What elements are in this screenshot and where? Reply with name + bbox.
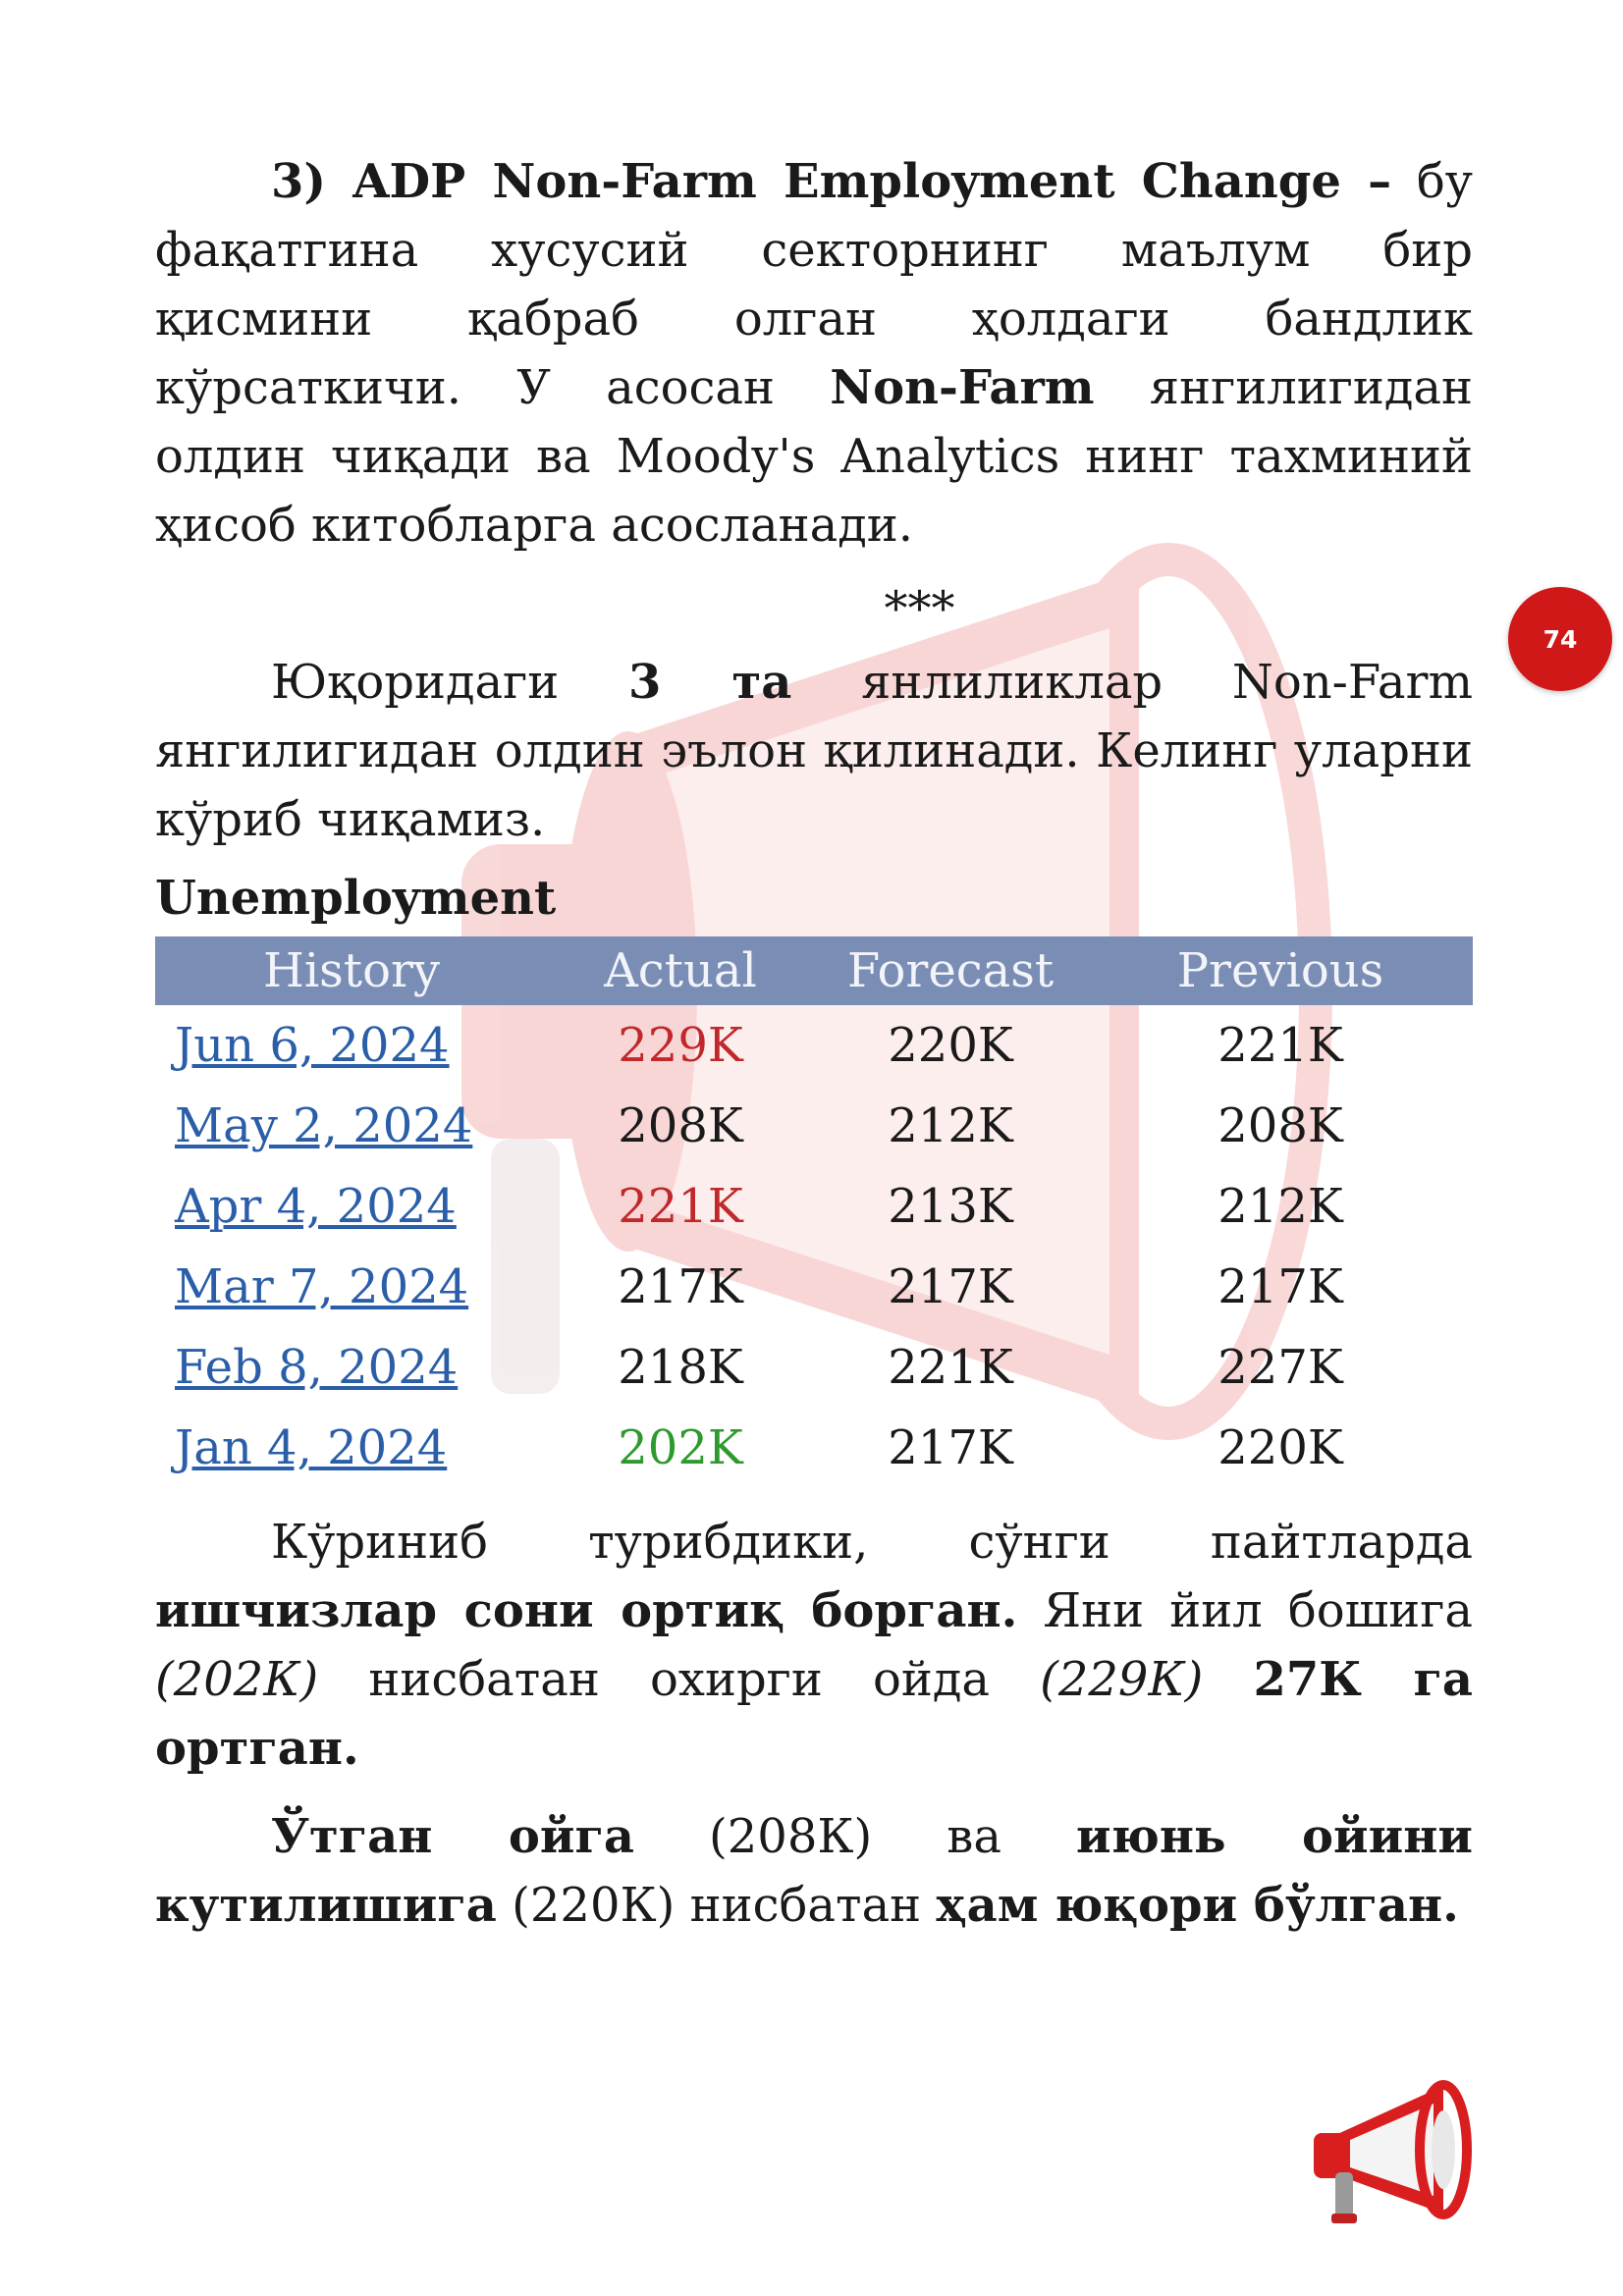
page-content xyxy=(155,147,1473,1940)
adp-bold-nonfarm: Non-Farm xyxy=(830,360,1095,415)
previous-cell: 217K xyxy=(1217,1259,1343,1314)
conclusion2-text-2: (220К) нисбатан xyxy=(496,1878,937,1933)
table-row xyxy=(155,1408,1473,1488)
actual-cell: 217K xyxy=(618,1259,743,1314)
conclusion-italic-2: (229К) xyxy=(1040,1652,1204,1707)
conclusion-text-4 xyxy=(1203,1652,1253,1707)
adp-heading: 3) ADP Non-Farm Employment Change – xyxy=(271,154,1392,209)
forecast-cell: 213K xyxy=(888,1179,1013,1234)
actual-cell: 229K xyxy=(618,1018,743,1073)
history-cell xyxy=(155,1247,548,1327)
megaphone-icon xyxy=(1296,2066,1492,2243)
history-cell xyxy=(155,1408,548,1488)
previous-cell: 208K xyxy=(1217,1098,1343,1153)
summary-text-2: янлиликлар Non-Farm янгилигидан олдин эълон қилинади. Келинг уларни кўриб чиқамиз. xyxy=(155,655,1474,847)
conclusion-paragraph-2 xyxy=(155,1802,1473,1940)
table-header-row xyxy=(155,936,1473,1005)
actual-cell: 218K xyxy=(618,1340,743,1395)
history-cell xyxy=(155,1166,548,1247)
table-row xyxy=(155,1247,1473,1327)
conclusion-bold-2: 27К га ортган. xyxy=(155,1652,1474,1776)
conclusion2-bold-1: Ўтган ойга xyxy=(271,1809,634,1864)
conclusion-bold-1: ишчизлар сони ортиқ борган. xyxy=(155,1583,1018,1638)
header-previous: Previous xyxy=(1088,936,1473,1005)
history-cell xyxy=(155,1086,548,1166)
intro-paragraph-summary xyxy=(155,648,1473,854)
date-link[interactable]: Mar 7, 2024 xyxy=(175,1259,469,1314)
actual-cell: 208K xyxy=(618,1098,743,1153)
summary-text-1: Юқоридаги xyxy=(271,655,628,710)
forecast-cell: 212K xyxy=(888,1098,1013,1153)
actual-cell: 202K xyxy=(618,1420,743,1475)
previous-cell: 227K xyxy=(1217,1340,1343,1395)
conclusion-text-3: нисбатан охирги ойда xyxy=(318,1652,1041,1707)
conclusion2-bold-3: ҳам юқори бўлган. xyxy=(936,1878,1459,1933)
previous-cell: 221K xyxy=(1217,1018,1343,1073)
header-forecast: Forecast xyxy=(813,936,1088,1005)
conclusion-paragraph-1 xyxy=(155,1508,1473,1783)
summary-bold: 3 та xyxy=(628,655,792,710)
history-cell xyxy=(155,1005,548,1086)
forecast-cell: 217K xyxy=(888,1259,1013,1314)
conclusion-text-1: Кўриниб турибдики, сўнги пайтларда xyxy=(271,1515,1473,1570)
intro-paragraph-adp xyxy=(155,147,1473,560)
conclusion2-text-1: (208К) ва xyxy=(633,1809,1076,1864)
table-row xyxy=(155,1166,1473,1247)
page-number-badge xyxy=(1508,587,1612,691)
table-row xyxy=(155,1086,1473,1166)
forecast-cell: 221K xyxy=(888,1340,1013,1395)
date-link[interactable]: Apr 4, 2024 xyxy=(175,1179,457,1234)
previous-cell: 212K xyxy=(1217,1179,1343,1234)
page-number: 74 xyxy=(1542,624,1578,654)
header-actual: Actual xyxy=(548,936,813,1005)
adp-text-1: бу фақатгина хусусий секторнинг маълум бир қисмини қабраб олган ҳолдаги бандлик кўрсаткичи. У асосан xyxy=(155,154,1473,415)
table-row xyxy=(155,1005,1473,1086)
date-link[interactable]: May 2, 2024 xyxy=(175,1098,473,1153)
history-cell xyxy=(155,1327,548,1408)
header-history: History xyxy=(155,936,548,1005)
adp-text-2: янгилигидан олдин чиқади ва Moody's Analytics нинг тахминий ҳисоб китобларга асосланади. xyxy=(155,360,1473,553)
date-link[interactable]: Jun 6, 2024 xyxy=(175,1018,450,1073)
table-row xyxy=(155,1327,1473,1408)
table-title: Unemployment xyxy=(155,871,557,926)
conclusion2-bold-2: июнь ойини кутилишига xyxy=(155,1809,1473,1933)
separator-stars: *** xyxy=(884,581,955,636)
date-link[interactable]: Jan 4, 2024 xyxy=(175,1420,448,1475)
actual-cell: 221K xyxy=(618,1179,743,1234)
conclusion-italic-1: (202К) xyxy=(155,1652,319,1707)
unemployment-table xyxy=(155,936,1473,1488)
forecast-cell: 217K xyxy=(888,1420,1013,1475)
date-link[interactable]: Feb 8, 2024 xyxy=(175,1340,459,1395)
conclusion-text-2: Яни йил бошига xyxy=(1017,1583,1473,1638)
previous-cell: 220K xyxy=(1217,1420,1343,1475)
forecast-cell: 220K xyxy=(888,1018,1013,1073)
